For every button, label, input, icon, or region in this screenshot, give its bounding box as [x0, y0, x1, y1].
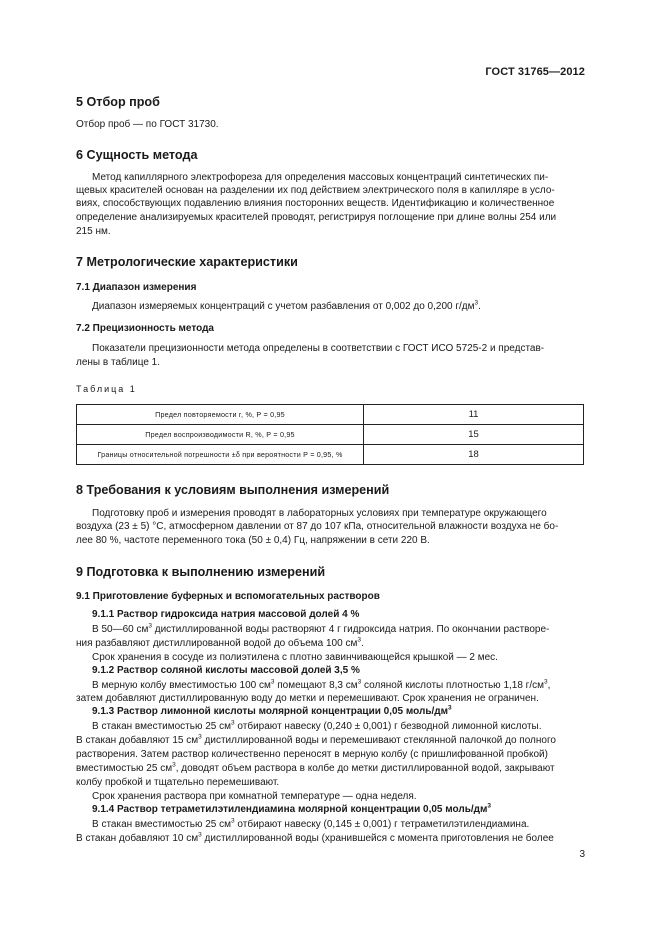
section-7-1-text: Диапазон измеряемых концентраций с учетом разбавления от 0,002 до 0,200 $г/дм^3$.: [92, 299, 481, 312]
section-6-line-4: определение анализируемых красителей проводят, регистрируя поглощение при длине волны 254 или: [76, 212, 557, 223]
section-9-title: 9 Подготовка к выполнению измерений: [76, 565, 326, 579]
table-cell-value: 15: [364, 425, 584, 445]
section-6-line-2: щевых красителей основан на разделении их под действием электрического поля в капилляре в усло-: [76, 185, 555, 196]
section-9-1-3-title: 9.1.3 Раствор лимонной кислоты молярной концентрации 0,05 моль/$дм^3$: [92, 704, 452, 717]
table-1-caption: Таблица 1: [76, 384, 137, 394]
section-9-1-2-line-2: затем добавляют дистиллированную воду до метки и перемешивают. Срок хранения не ограничен.: [76, 693, 539, 704]
section-8-line-1: Подготовку проб и измерения проводят в лабораторных условиях при температуре окружающего: [92, 508, 547, 519]
table-1: [76, 404, 584, 465]
section-9-1-1-title: 9.1.1 Раствор гидроксида натрия массовой долей 4 %: [92, 609, 360, 620]
table-cell-label: Предел повторяемости r, %, P = 0,95: [77, 405, 364, 425]
section-5-title: 5 Отбор проб: [76, 95, 160, 109]
section-9-1-3-line-6: Срок хранения раствора при комнатной температуре — одна неделя.: [92, 791, 417, 802]
table-cell-label: Границы относительной погрешности ±δ при вероятности P = 0,95, %: [77, 445, 364, 465]
section-9-1-3-line-1: В стакан вместимостью 25 $см^3$ отбирают навеску (0,240 ± 0,001) г безводной лимонной кислоты.: [92, 719, 542, 732]
section-8-line-2: воздуха (23 ± 5) °С, атмосферном давлении от 87 до 107 кПа, относительной влажности воздуха не бо-: [76, 521, 559, 532]
table-row: [77, 445, 584, 465]
section-7-1-title: 7.1 Диапазон измерения: [76, 282, 197, 293]
table-row: [77, 405, 584, 425]
section-9-1-title: 9.1 Приготовление буферных и вспомогательных растворов: [76, 591, 380, 602]
section-9-1-4-line-1: В стакан вместимостью 25 $см^3$ отбирают навеску (0,145 ± 0,001) г тетраметилэтилендиамина.: [92, 817, 530, 830]
table-row: [77, 425, 584, 445]
section-6-line-1: Метод капиллярного электрофореза для определения массовых концентраций синтетических пи-: [92, 172, 549, 183]
section-9-1-3-line-3: растворения. Затем раствор количественно переносят в мерную колбу (с пришлифованной пробкой): [76, 749, 548, 760]
section-9-1-3-line-2: В стакан добавляют 15 $см^3$ дистиллированной воды и перемешивают стеклянной палочкой до полного: [76, 733, 556, 746]
page-number: 3: [579, 849, 585, 860]
section-9-1-1-line-1: В 50—60 $см^3$ дистиллированной воды растворяют 4 г гидроксида натрия. По окончании растворе-: [92, 622, 550, 635]
section-8-title: 8 Требования к условиям выполнения измерений: [76, 483, 390, 497]
section-9-1-2-title: 9.1.2 Раствор соляной кислоты массовой долей 3,5 %: [92, 665, 360, 676]
section-9-1-1-line-2: ния разбавляют дистиллированной водой до объема 100 $см^3$.: [76, 636, 364, 649]
section-9-1-4-line-2: В стакан добавляют 10 $см^3$ дистиллированной воды (хранившейся с момента приготовления не более: [76, 831, 554, 844]
section-7-title: 7 Метрологические характеристики: [76, 255, 298, 269]
table-cell-value: 11: [364, 405, 584, 425]
section-7-2-line-1: Показатели прецизионности метода определены в соответствии с ГОСТ ИСО 5725-2 и представ-: [92, 343, 545, 354]
section-7-2-title: 7.2 Прецизионность метода: [76, 323, 214, 334]
section-6-title: 6 Сущность метода: [76, 148, 198, 162]
section-8-line-3: лее 80 %, частоте переменного тока (50 ± 0,4) Гц, напряжении в сети 220 В.: [76, 535, 430, 546]
section-7-2-line-2: лены в таблице 1.: [76, 357, 160, 368]
section-9-1-1-line-3: Срок хранения в сосуде из полиэтилена с плотно завинчивающейся крышкой — 2 мес.: [92, 652, 498, 663]
section-9-1-3-line-4: вместимостью 25 $см^3$, доводят объем раствора в колбе до метки дистиллированной водой, закрывают: [76, 761, 555, 774]
section-9-1-2-line-1: В мерную колбу вместимостью 100 $см^3$ помещают 8,3 $см^3$ соляной кислоты плотностью 1,18 $г/см^3$,: [92, 678, 551, 691]
section-6-line-5: 215 нм.: [76, 226, 111, 237]
section-6-line-3: виях, способствующих подавлению влияния посторонних веществ. Идентификацию и количественное: [76, 198, 555, 209]
document-id: ГОСТ 31765—2012: [485, 66, 585, 78]
section-9-1-4-title: 9.1.4 Раствор тетраметилэтилендиамина молярной концентрации 0,05 моль/$дм^3$: [92, 802, 492, 815]
table-cell-label: Предел воспроизводимости R, %, P = 0,95: [77, 425, 364, 445]
section-9-1-3-line-5: колбу пробкой и тщательно перемешивают.: [76, 777, 280, 788]
table-cell-value: 18: [364, 445, 584, 465]
section-5-text: Отбор проб — по ГОСТ 31730.: [76, 119, 219, 130]
